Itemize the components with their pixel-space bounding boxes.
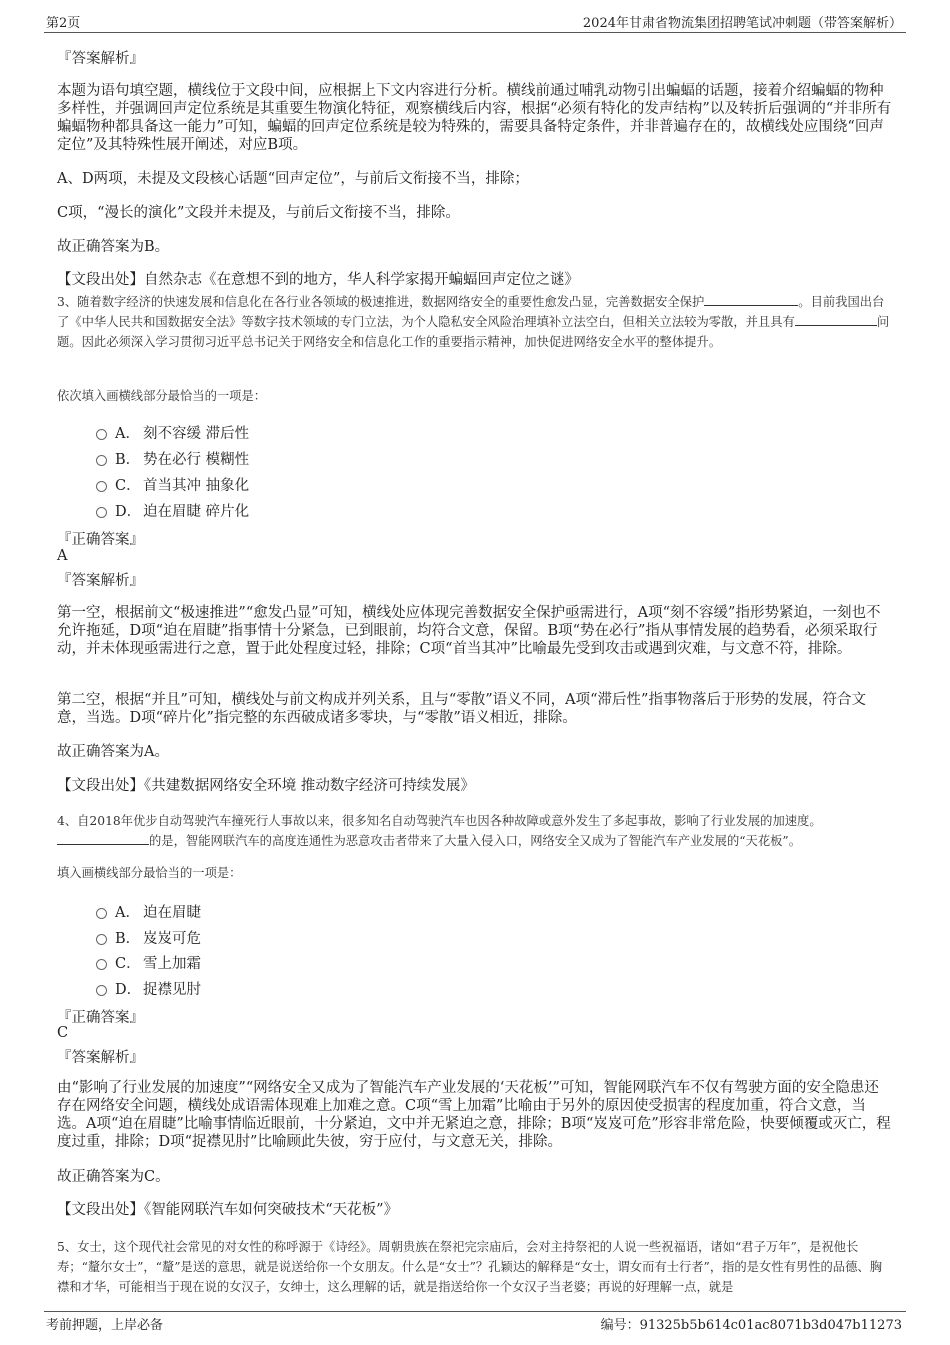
q3-source bbox=[57, 777, 893, 795]
q4-prompt: 填入画横线部分最恰当的一项是： bbox=[57, 866, 242, 880]
q3-option-d[interactable] bbox=[96, 500, 249, 520]
q2-source bbox=[57, 271, 893, 289]
analysis-label: 『答案解析』 bbox=[57, 1050, 144, 1066]
q3-blank-2 bbox=[795, 312, 877, 326]
q3-answer: A bbox=[57, 548, 68, 564]
q3-stem bbox=[57, 292, 893, 352]
q2-source-text: 自然杂志《在意想不到的地方，华人科学家揭开蝙蝠回声定位之谜》 bbox=[144, 272, 579, 288]
option-text: 捉襟见肘 bbox=[143, 982, 201, 998]
radio-icon[interactable] bbox=[96, 959, 107, 970]
q2-analysis-p3: C项，“漫长的演化”文段并未提及，与前后文衔接不当，排除。 bbox=[57, 205, 460, 221]
q3-source-text: 《共建数据网络安全环境 推动数字经济可持续发展》 bbox=[144, 778, 475, 794]
analysis-label: 『答案解析』 bbox=[57, 573, 144, 589]
q4-answer: C bbox=[57, 1025, 69, 1041]
option-key: A． bbox=[115, 426, 140, 442]
radio-icon[interactable] bbox=[96, 908, 107, 919]
option-text: 迫在眉睫 碎片化 bbox=[143, 504, 250, 520]
q4-source bbox=[57, 1201, 893, 1219]
q4-option-d[interactable] bbox=[96, 978, 201, 998]
q4-stem bbox=[57, 811, 893, 851]
q3-stem-part2: 。目前我国出台了《中华人民共和国数据安全法》等数字技术领域的专门立法，为个人隐私安全风险治理填补立法空白，但相关立法较为零散，并且具有 bbox=[57, 295, 885, 329]
q3-blank-1 bbox=[704, 292, 798, 306]
option-key: D． bbox=[115, 504, 142, 520]
option-key: B． bbox=[115, 452, 141, 468]
source-label: 【文段出处】 bbox=[57, 778, 144, 794]
source-label: 【文段出处】 bbox=[57, 272, 144, 288]
analysis-label: 『答案解析』 bbox=[57, 51, 144, 67]
page-header bbox=[44, 12, 906, 33]
option-text: 刻不容缓 滞后性 bbox=[143, 426, 250, 442]
option-key: C． bbox=[115, 478, 141, 494]
option-key: B． bbox=[115, 931, 141, 947]
q3-stem-part3: 问题。因此必须深入学习贯彻习近平总书记关于网络安全和信息化工作的重要指示精神，加快促进网络安全水平的整体提升。 bbox=[57, 315, 890, 349]
q3-analysis-p2: 第二空，根据“并且”可知，横线处与前文构成并列关系，且与“零散”语义不同，A项“滞后性”指事物落后于形势的发展，符合文意，当选。D项“碎片化”指完整的东西破成诸多零块，与“零散”语义相近，排除。 bbox=[57, 692, 866, 726]
option-text: 势在必行 模糊性 bbox=[143, 452, 250, 468]
radio-icon[interactable] bbox=[96, 429, 107, 440]
radio-icon[interactable] bbox=[96, 481, 107, 492]
q4-stem-part1: 4、自2018年优步自动驾驶汽车撞死行人事故以来，很多知名自动驾驶汽车也因各种故障或意外发生了多起事故，影响了行业发展的加速度。 bbox=[57, 814, 822, 828]
option-text: 首当其冲 抽象化 bbox=[143, 478, 250, 494]
option-text: 岌岌可危 bbox=[143, 931, 201, 947]
q3-prompt: 依次填入画横线部分最恰当的一项是： bbox=[57, 389, 267, 403]
page-number: 第2页 bbox=[46, 16, 81, 31]
option-text: 雪上加霜 bbox=[143, 956, 201, 972]
q3-stem-part1: 3、随着数字经济的快速发展和信息化在各行业各领域的极速推进，数据网络安全的重要性愈发凸显，完善数据安全保护 bbox=[57, 295, 705, 309]
radio-icon[interactable] bbox=[96, 934, 107, 945]
q3-option-b[interactable] bbox=[96, 448, 249, 468]
document-code: 编号：91325b5b614c01ac8071b3d047b11273 bbox=[600, 1318, 902, 1333]
option-key: C． bbox=[115, 956, 141, 972]
q4-option-b[interactable] bbox=[96, 927, 201, 947]
q2-analysis-p1: 本题为语句填空题，横线位于文段中间，应根据上下文内容进行分析。横线前通过哺乳动物引出蝙蝠的话题，接着介绍蝙蝠的物种多样性，并强调回声定位系统是其重要生物演化特征，观察横线后内容，根据“必须有特化的发声结构”以及转折后强调的“并非所有蝙蝠物种都具备这一能力”可知，蝙蝠的回声定位系统是较为特殊的，需要具备特定条件，并非普遍存在的，故横线处应围绕“回声定位”及其特殊性展开阐述，对应B项。 bbox=[57, 83, 892, 153]
q4-option-a[interactable] bbox=[96, 901, 201, 921]
correct-answer-label: 『正确答案』 bbox=[57, 532, 144, 548]
q2-analysis-p2: A、D两项，未提及文段核心话题“回声定位”，与前后文衔接不当，排除； bbox=[57, 171, 529, 187]
radio-icon[interactable] bbox=[96, 455, 107, 466]
q3-option-c[interactable] bbox=[96, 474, 249, 494]
radio-icon[interactable] bbox=[96, 985, 107, 996]
q4-option-c[interactable] bbox=[96, 952, 201, 972]
option-key: A． bbox=[115, 905, 140, 921]
footer-slogan: 考前押题，上岸必备 bbox=[46, 1318, 164, 1333]
q2-conclusion: 故正确答案为B。 bbox=[57, 239, 170, 255]
q4-conclusion: 故正确答案为C。 bbox=[57, 1169, 170, 1185]
option-text: 迫在眉睫 bbox=[143, 905, 201, 921]
page-footer bbox=[44, 1311, 906, 1334]
q3-conclusion: 故正确答案为A。 bbox=[57, 744, 169, 760]
document-title: 2024年甘肃省物流集团招聘笔试冲刺题（带答案解析） bbox=[582, 16, 902, 31]
q4-analysis-p1: 由“影响了行业发展的加速度”“网络安全又成为了智能汽车产业发展的‘天花板’”可知，智能网联汽车不仅有驾驶方面的安全隐患还存在网络安全问题，横线处成语需体现难上加难之意。C项“雪上加霜”比喻由于另外的原因使受损害的程度加重，符合文意，当选。A项“迫在眉睫”比喻事情临近眼前，十分紧迫，文中并无紧迫之意，排除；B项“岌岌可危”形容非常危险，快要倾覆或灭亡，程度过重，排除；D项“捉襟见肘”比喻顾此失彼，穷于应付，与文意无关，排除。 bbox=[57, 1080, 891, 1150]
option-key: D． bbox=[115, 982, 142, 998]
source-label: 【文段出处】 bbox=[57, 1202, 144, 1218]
q3-option-a[interactable] bbox=[96, 422, 249, 442]
q5-stem: 5、女士，这个现代社会常见的对女性的称呼源于《诗经》。周朝贵族在祭祀完宗庙后，会对主持祭祀的人说一些祝福语，诸如“君子万年”，是祝他长寿；“釐尔女士”，“釐”是送的意思，就是说送给你一个女朋友。什么是“女士”？孔颖达的解释是“女士，谓女而有士行者”，指的是女性有男性的品德、胸襟和才华，可能相当于现在说的女汉子，女绅士，这么理解的话，就是指送给你一个女汉子当老婆；再说的好理解一点，就是 bbox=[57, 1240, 882, 1294]
q4-blank bbox=[57, 831, 149, 845]
q3-analysis-p1: 第一空，根据前文“极速推进”“愈发凸显”可知，横线处应体现完善数据安全保护亟需进行，A项“刻不容缓”指形势紧迫，一刻也不允许拖延，D项“迫在眉睫”指事情十分紧急，已到眼前，均符合文意，保留。B项“势在必行”指从事情发展的趋势看，必须采取行动，并未体现亟需进行之意，置于此处程度过轻，排除；C项“首当其冲”比喻最先受到攻击或遇到灾难，与文意不符，排除。 bbox=[57, 605, 881, 657]
correct-answer-label: 『正确答案』 bbox=[57, 1010, 144, 1026]
radio-icon[interactable] bbox=[96, 507, 107, 518]
q4-source-text: 《智能网联汽车如何突破技术“天花板”》 bbox=[144, 1202, 399, 1218]
q4-stem-part2: 的是，智能网联汽车的高度连通性为恶意攻击者带来了大量入侵入口，网络安全又成为了智能汽车产业发展的“天花板”。 bbox=[149, 834, 802, 848]
